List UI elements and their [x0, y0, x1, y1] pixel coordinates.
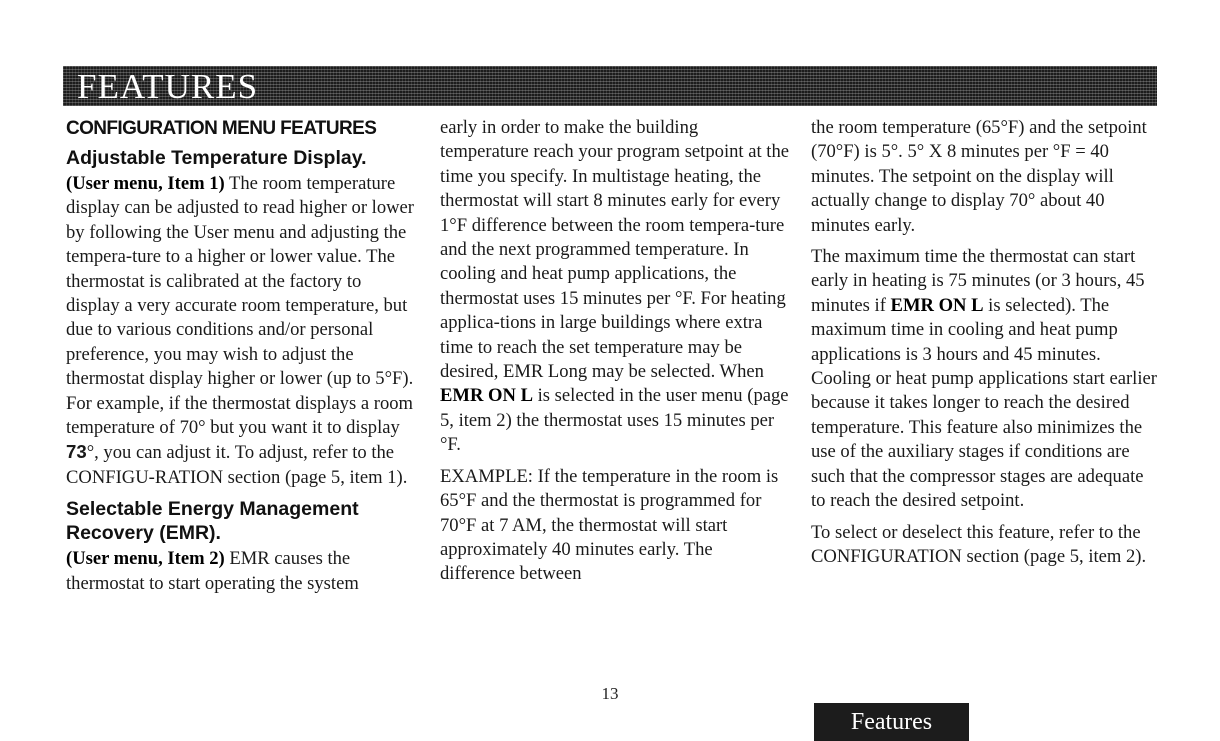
paragraph-text: early in order to make the building temperature reach your program setpoint at the time you specify. In multistage heating, the thermostat will start 8 minutes early for every 1°F difference between the room tempera-ture and the next programmed temperature. In cooling and heat pump applications, the thermostat uses 15 minutes per °F. For heating applica-tions in large buildings where extra time to reach the set temperature may be desired, EMR Long may be selected. When — [440, 117, 790, 383]
paragraph-emr — [66, 547, 416, 596]
features-banner — [63, 66, 1157, 106]
paragraph-text-tail: is selected in the user menu (page 5, item 2) the thermostat uses 15 minutes per °F. — [440, 385, 789, 456]
emphasis-emr-on-l: EMR ON L — [890, 294, 984, 316]
paragraph-text: The room temperature display can be adjusted to read higher or lower by following the User menu and adjusting the tempera-ture to a higher or lower value. The thermostat is calibrated at the factory to display a very accurate room temperature, but due to various conditions and/or personal preference, you may wish to adjust the thermostat display higher or lower (up to 5°F). For example, if the thermostat displays a room temperature of 70° but you want it to display — [66, 173, 414, 439]
section-title: CONFIGURATION MENU FEATURES — [66, 118, 377, 139]
paragraph-text: The maximum time the thermostat can start early in heating is 75 minutes (or 3 hours, 45 minutes if — [811, 246, 1145, 316]
paragraph-maximum-time — [811, 245, 1161, 513]
banner-title: FEATURES — [77, 67, 259, 106]
emphasis-73: 73 — [66, 441, 87, 463]
paragraph-text-tail: is selected). The maximum time in cooling and heat pump applications is 3 hours and 45 minutes. Cooling or heat pump applications start earlier because it takes longer to reach the desired temperature. This feature also minimizes the use of the auxiliary stages if conditions are such that the compressor stages are adequate to reach the desired setpoint. — [811, 294, 1157, 512]
paragraph-emr-continued — [440, 116, 790, 458]
user-menu-item-1-lead: (User menu, Item 1) — [66, 173, 225, 194]
column-1 — [66, 116, 416, 596]
heading-emr: Selectable Energy Management Recovery (EMR). — [66, 498, 359, 545]
user-menu-item-2-lead: (User menu, Item 2) — [66, 548, 225, 570]
paragraph-select-deselect: To select or deselect this feature, refer to the CONFIGURATION section (page 5, item 2). — [811, 521, 1147, 567]
features-tab: Features — [814, 703, 969, 741]
column-3 — [811, 116, 1161, 569]
emphasis-emr-on-l: EMR ON L — [440, 385, 533, 407]
page-number: 13 — [601, 684, 619, 703]
heading-adjustable-temperature: Adjustable Temperature Display. — [66, 147, 367, 169]
paragraph-example-continued: the room temperature (65°F) and the setpoint (70°F) is 5°. 5° X 8 minutes per °F = 40 minutes. The setpoint on the display will actually change to display 70° about 40 minutes early. — [811, 117, 1147, 236]
column-2 — [440, 116, 790, 587]
paragraph-example: EXAMPLE: If the temperature in the room is 65°F and the thermostat is programmed for 70°F at 7 AM, the thermostat will start approximately 40 minutes early. The difference between — [440, 465, 779, 585]
paragraph-text: EMR causes the thermostat to start operating the system — [66, 548, 359, 594]
paragraph-adjustable-temperature — [66, 172, 416, 490]
paragraph-text-tail: °, you can adjust it. To adjust, refer to the CONFIGU-RATION section (page 5, item 1). — [66, 442, 408, 488]
